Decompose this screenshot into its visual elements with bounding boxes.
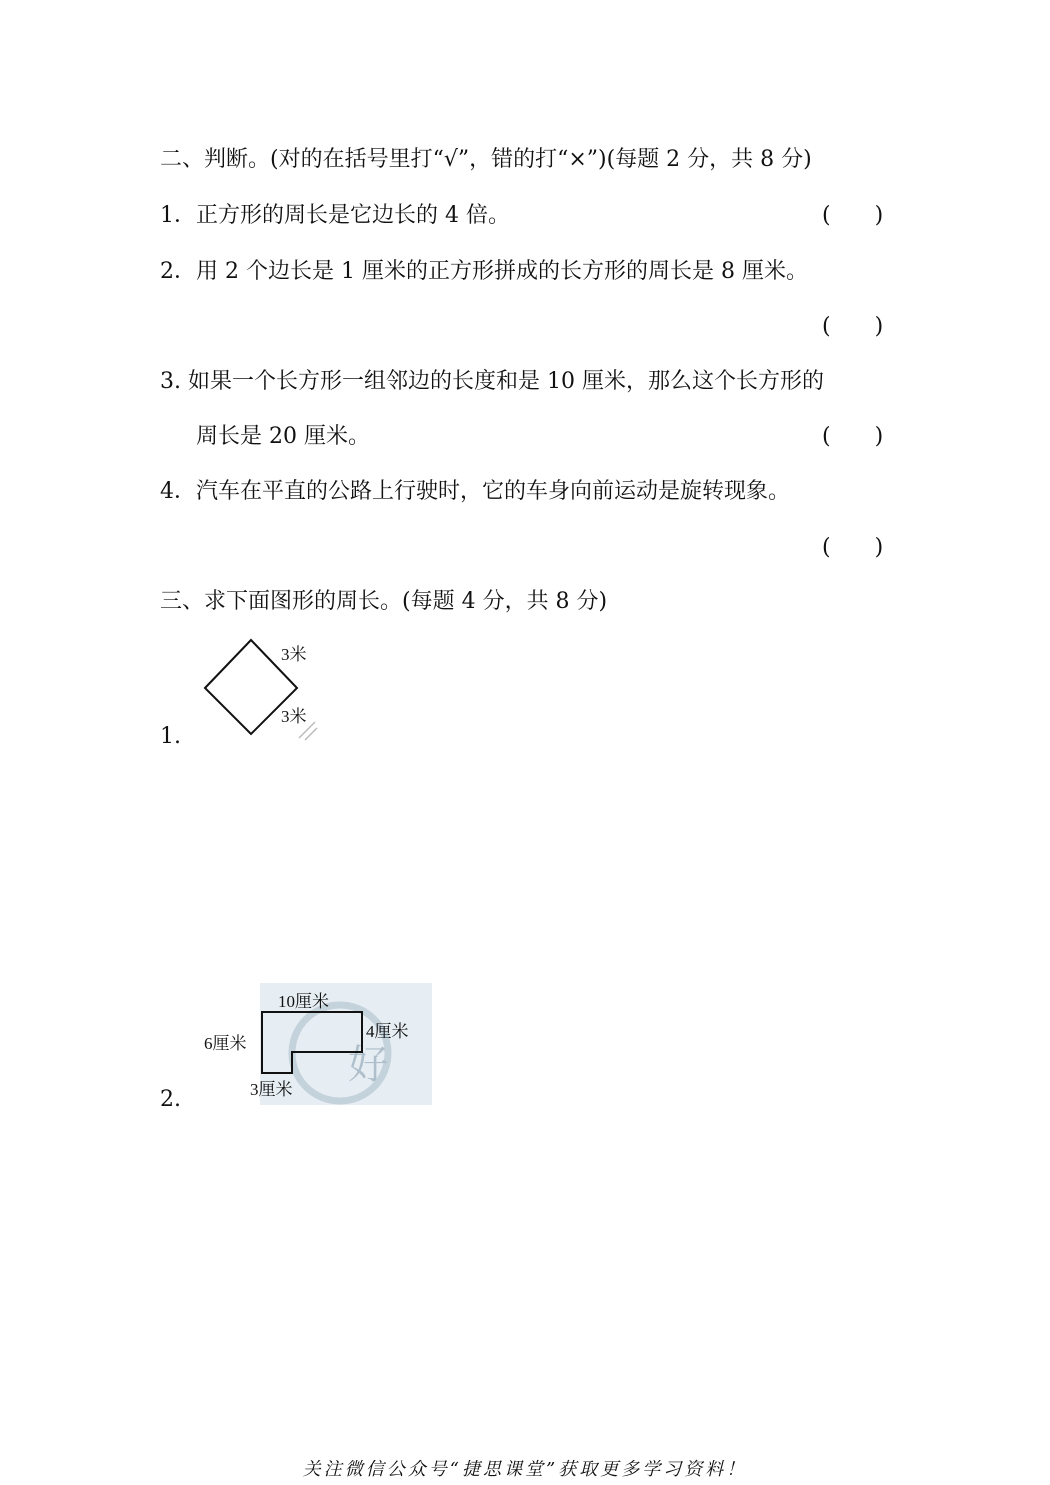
figure-1-label-bottom: 3米 [281,707,307,726]
answer-paren-4[interactable]: ( ) [822,535,884,560]
watermark-text: 好 [348,1042,388,1088]
figure-2-label-right: 4厘米 [366,1022,409,1041]
section3-heading: 三、求下面图形的周长。(每题 4 分，共 8 分) [160,589,608,614]
figure-1-label-top: 3米 [281,645,307,664]
answer-paren-2[interactable]: ( ) [822,314,884,339]
answer-paren-3[interactable]: ( ) [822,424,884,449]
figure-2-number: 2. [160,1087,181,1112]
figure-1-number: 1. [160,724,181,749]
figure-1-square [195,630,325,745]
section2-heading: 二、判断。(对的在括号里打“√”，错的打“×”)(每题 2 分，共 8 分) [160,147,812,172]
figure-2-label-top: 10厘米 [278,992,329,1011]
question-2: 2．用 2 个边长是 1 厘米的正方形拼成的长方形的周长是 8 厘米。 [160,259,808,284]
answer-paren-1[interactable]: ( ) [822,203,884,228]
figure-2-label-bottom: 3厘米 [250,1080,293,1099]
figure-2-label-left: 6厘米 [204,1034,247,1053]
question-3-continued: 周长是 20 厘米。 [196,424,370,449]
footer-note: 关注微信公众号“捷思课堂”获取更多学习资料！ [302,1459,748,1480]
question-4: 4．汽车在平直的公路上行驶时，它的车身向前运动是旋转现象。 [160,479,790,504]
question-3: 3. 如果一个长方形一组邻边的长度和是 10 厘米，那么这个长方形的 [160,369,824,394]
question-1: 1．正方形的周长是它边长的 4 倍。 [160,203,510,228]
figure-2-shape [200,983,435,1108]
